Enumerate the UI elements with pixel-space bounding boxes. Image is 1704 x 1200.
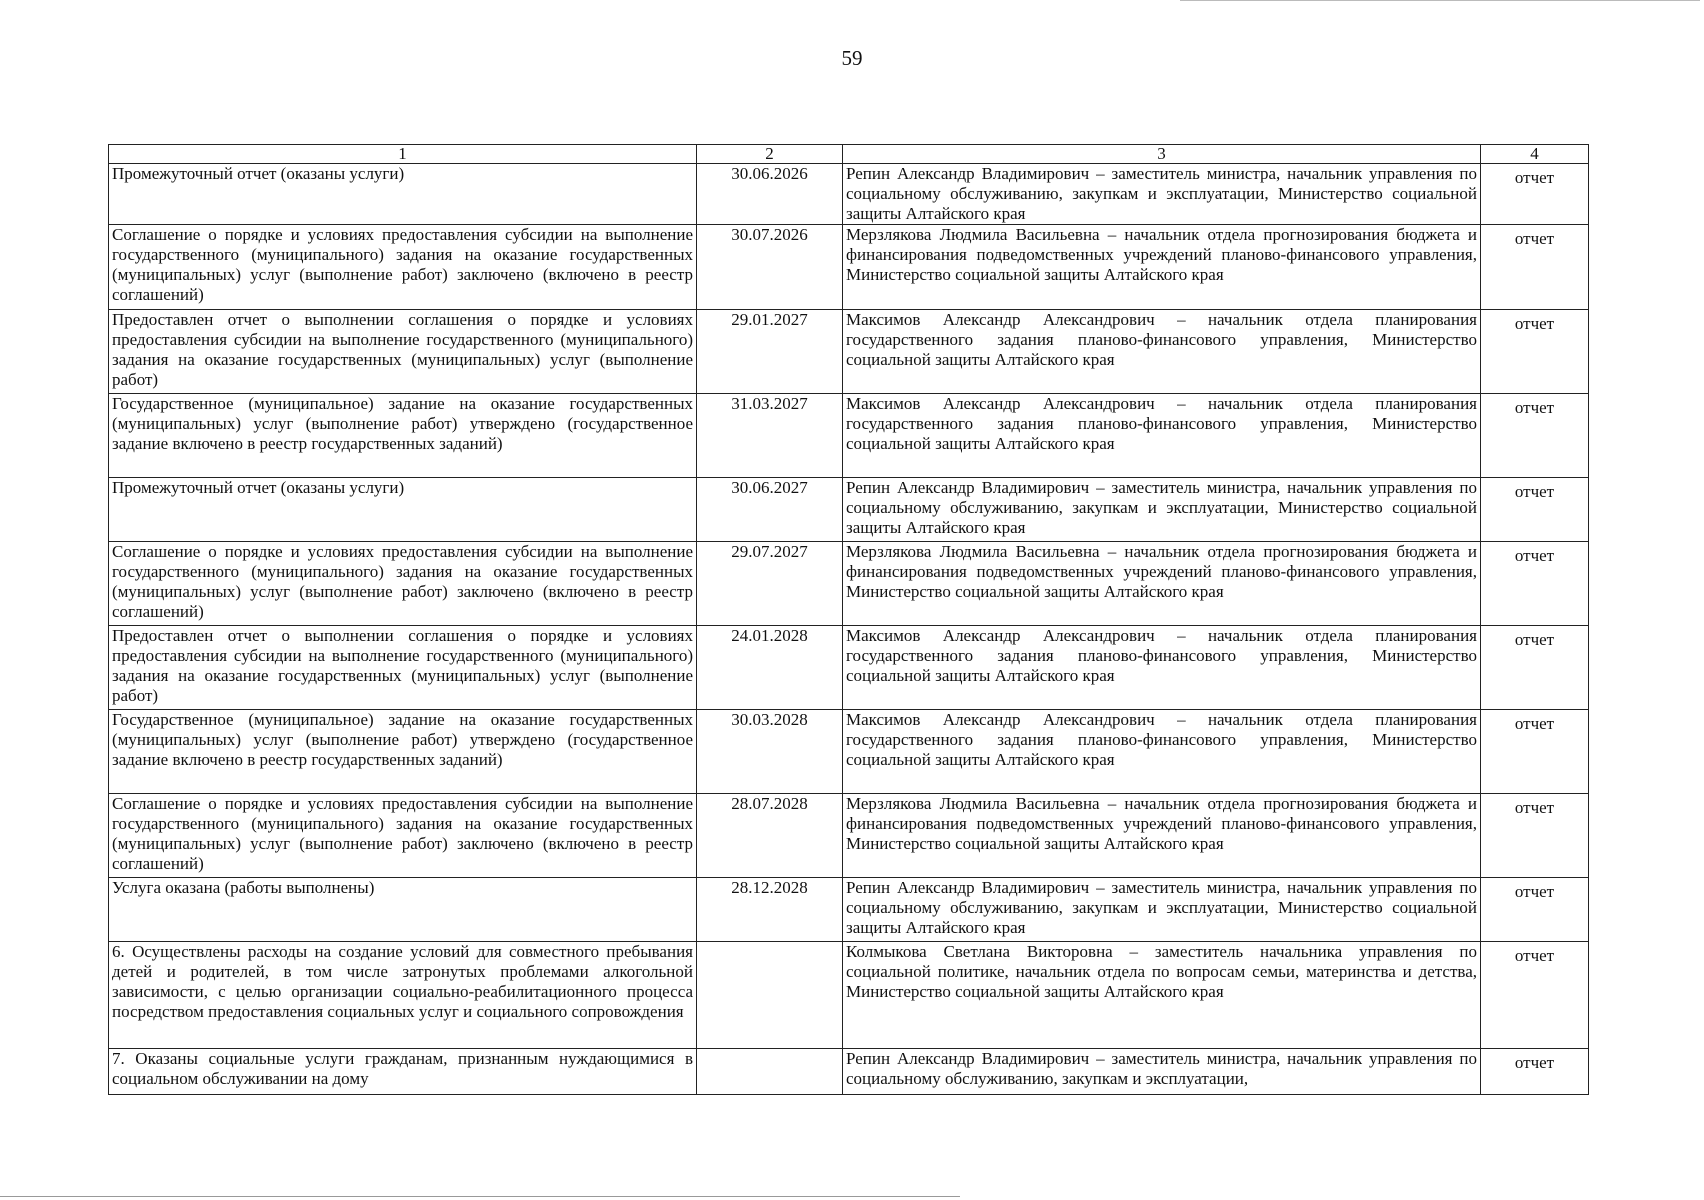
row-responsible: Максимов Александр Александрович – начальник отдела планирования государственного задания планово-финансового управления, Министерство социальной защиты Алтайского края xyxy=(843,710,1481,794)
row-document-type: отчет xyxy=(1481,225,1589,310)
row-document-type: отчет xyxy=(1481,310,1589,394)
table-header xyxy=(109,145,1589,164)
table-row xyxy=(109,225,1589,310)
row-date: 30.06.2027 xyxy=(697,478,843,542)
table-row xyxy=(109,310,1589,394)
table-body xyxy=(109,164,1589,1095)
row-responsible: Мерзлякова Людмила Васильевна – начальник отдела прогнозирования бюджета и финансирования подведомственных учреждений планово-финансового управления, Министерство социальной защиты Алтайского края xyxy=(843,225,1481,310)
table-row xyxy=(109,164,1589,225)
row-responsible: Репин Александр Владимирович – заместитель министра, начальник управления по социальному обслуживанию, закупкам и эксплуатации, Министерство социальной защиты Алтайского края xyxy=(843,164,1481,225)
row-description: Соглашение о порядке и условиях предоставления субсидии на выполнение государственного (муниципального) задания на оказание государственных (муниципальных) услуг (выполнение работ) заключено (включено в реестр соглашений) xyxy=(109,794,697,878)
row-responsible: Мерзлякова Людмила Васильевна – начальник отдела прогнозирования бюджета и финансирования подведомственных учреждений планово-финансового управления, Министерство социальной защиты Алтайского края xyxy=(843,542,1481,626)
row-responsible: Максимов Александр Александрович – начальник отдела планирования государственного задания планово-финансового управления, Министерство социальной защиты Алтайского края xyxy=(843,310,1481,394)
header-row xyxy=(109,145,1589,164)
row-document-type: отчет xyxy=(1481,394,1589,478)
table-row xyxy=(109,542,1589,626)
header-col-3: 3 xyxy=(843,145,1481,164)
row-responsible: Репин Александр Владимирович – заместитель министра, начальник управления по социальному обслуживанию, закупкам и эксплуатации, Министерство социальной защиты Алтайского края xyxy=(843,478,1481,542)
row-responsible: Репин Александр Владимирович – заместитель министра, начальник управления по социальному обслуживанию, закупкам и эксплуатации, xyxy=(843,1049,1481,1095)
row-description: Предоставлен отчет о выполнении соглашения о порядке и условиях предоставления субсидии на выполнение государственного (муниципального) задания на оказание государственных (муниципальных) услуг (выполнение работ) xyxy=(109,626,697,710)
row-document-type: отчет xyxy=(1481,626,1589,710)
table-row xyxy=(109,394,1589,478)
scan-artifact-line xyxy=(0,1196,960,1197)
row-date: 30.06.2026 xyxy=(697,164,843,225)
row-document-type: отчет xyxy=(1481,1049,1589,1095)
row-description: 7. Оказаны социальные услуги гражданам, признанным нуждающимися в социальном обслуживании на дому xyxy=(109,1049,697,1095)
row-responsible: Максимов Александр Александрович – начальник отдела планирования государственного задания планово-финансового управления, Министерство социальной защиты Алтайского края xyxy=(843,626,1481,710)
schedule-table-container xyxy=(108,144,1588,1095)
row-document-type: отчет xyxy=(1481,710,1589,794)
table-row xyxy=(109,710,1589,794)
row-description: Государственное (муниципальное) задание на оказание государственных (муниципальных) услуг (выполнение работ) утверждено (государственное задание включено в реестр государственных заданий) xyxy=(109,710,697,794)
row-document-type: отчет xyxy=(1481,878,1589,942)
header-col-1: 1 xyxy=(109,145,697,164)
row-date: 30.07.2026 xyxy=(697,225,843,310)
row-document-type: отчет xyxy=(1481,164,1589,225)
row-responsible: Репин Александр Владимирович – заместитель министра, начальник управления по социальному обслуживанию, закупкам и эксплуатации, Министерство социальной защиты Алтайского края xyxy=(843,878,1481,942)
row-date: 29.01.2027 xyxy=(697,310,843,394)
row-description: Промежуточный отчет (оказаны услуги) xyxy=(109,478,697,542)
row-document-type: отчет xyxy=(1481,542,1589,626)
row-document-type: отчет xyxy=(1481,794,1589,878)
row-date: 30.03.2028 xyxy=(697,710,843,794)
row-description: Государственное (муниципальное) задание на оказание государственных (муниципальных) услуг (выполнение работ) утверждено (государственное задание включено в реестр государственных заданий) xyxy=(109,394,697,478)
schedule-table xyxy=(108,144,1589,1095)
row-description: Соглашение о порядке и условиях предоставления субсидии на выполнение государственного (муниципального) задания на оказание государственных (муниципальных) услуг (выполнение работ) заключено (включено в реестр соглашений) xyxy=(109,225,697,310)
row-date: 28.07.2028 xyxy=(697,794,843,878)
table-row xyxy=(109,878,1589,942)
table-row xyxy=(109,1049,1589,1095)
row-responsible: Мерзлякова Людмила Васильевна – начальник отдела прогнозирования бюджета и финансирования подведомственных учреждений планово-финансового управления, Министерство социальной защиты Алтайского края xyxy=(843,794,1481,878)
row-date: 31.03.2027 xyxy=(697,394,843,478)
page-number: 59 xyxy=(841,46,863,70)
row-responsible: Максимов Александр Александрович – начальник отдела планирования государственного задания планово-финансового управления, Министерство социальной защиты Алтайского края xyxy=(843,394,1481,478)
header-col-4: 4 xyxy=(1481,145,1589,164)
row-date xyxy=(697,1049,843,1095)
row-document-type: отчет xyxy=(1481,942,1589,1049)
row-responsible: Колмыкова Светлана Викторовна – заместитель начальника управления по социальной политике, начальник отдела по вопросам семьи, материнства и детства, Министерство социальной защиты Алтайского края xyxy=(843,942,1481,1049)
row-date: 29.07.2027 xyxy=(697,542,843,626)
row-document-type: отчет xyxy=(1481,478,1589,542)
row-description: Промежуточный отчет (оказаны услуги) xyxy=(109,164,697,225)
row-date: 24.01.2028 xyxy=(697,626,843,710)
header-col-2: 2 xyxy=(697,145,843,164)
row-date: 28.12.2028 xyxy=(697,878,843,942)
table-row xyxy=(109,794,1589,878)
table-row xyxy=(109,626,1589,710)
row-description: Предоставлен отчет о выполнении соглашения о порядке и условиях предоставления субсидии на выполнение государственного (муниципального) задания на оказание государственных (муниципальных) услуг (выполнение работ) xyxy=(109,310,697,394)
row-date xyxy=(697,942,843,1049)
scan-artifact-line xyxy=(1180,0,1700,1)
table-row xyxy=(109,478,1589,542)
row-description: Услуга оказана (работы выполнены) xyxy=(109,878,697,942)
row-description: 6. Осуществлены расходы на создание условий для совместного пребывания детей и родителей, в том числе затронутых проблемами алкогольной зависимости, с целью организации социально-реабилитационного процесса посредством предоставления социальных услуг и социального сопровождения xyxy=(109,942,697,1049)
row-description: Соглашение о порядке и условиях предоставления субсидии на выполнение государственного (муниципального) задания на оказание государственных (муниципальных) услуг (выполнение работ) заключено (включено в реестр соглашений) xyxy=(109,542,697,626)
table-row xyxy=(109,942,1589,1049)
